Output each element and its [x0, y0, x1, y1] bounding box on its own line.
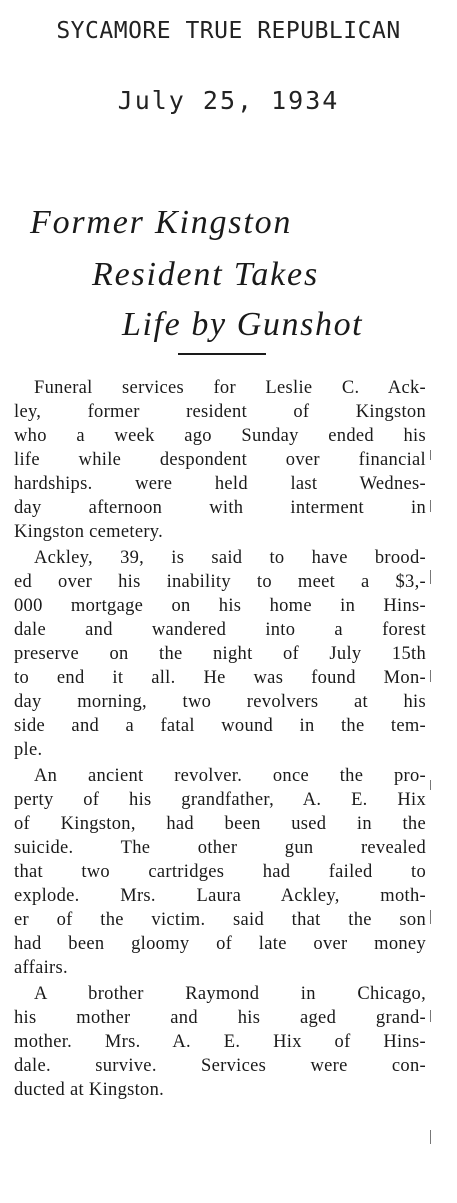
article-line: ed over his inability to meet a $3,-: [14, 572, 426, 592]
article-line: day morning, two revolvers at his: [14, 692, 426, 712]
article-line: An ancient revolver. once the pro-: [34, 766, 426, 786]
article-line: er of the victim. said that the son: [14, 910, 426, 930]
headline-line-2: Resident Takes: [92, 256, 319, 293]
article-line: dale and wandered into a forest: [14, 620, 426, 640]
headline-line-1: Former Kingston: [30, 204, 293, 241]
article-line: hardships. were held last Wednes-: [14, 474, 426, 494]
article-line: that two cartridges had failed to: [14, 862, 426, 882]
column-edge-marks: [428, 450, 434, 1170]
article-line: Kingston cemetery.: [14, 522, 164, 542]
article-line: mother. Mrs. A. E. Hix of Hins-: [14, 1032, 426, 1052]
article-line: affairs.: [14, 958, 68, 978]
newspaper-masthead: SYCAMORE TRUE REPUBLICAN: [56, 18, 401, 44]
article-line: life while despondent over financial: [14, 450, 426, 470]
headline-divider: [178, 353, 266, 355]
article-line: Funeral services for Leslie C. Ack-: [34, 378, 426, 398]
headline-line-3: Life by Gunshot: [122, 306, 364, 343]
article-line: day afternoon with interment in: [14, 498, 426, 518]
article-line: A brother Raymond in Chicago,: [34, 984, 426, 1004]
article-line: Ackley, 39, is said to have brood-: [34, 548, 426, 568]
article-line: of Kingston, had been used in the: [14, 814, 426, 834]
article-line: had been gloomy of late over money: [14, 934, 426, 954]
publication-date: July 25, 1934: [117, 86, 340, 115]
article-line: to end it all. He was found Mon-: [14, 668, 426, 688]
article-line: preserve on the night of July 15th: [14, 644, 426, 664]
article-line: ple.: [14, 740, 43, 760]
article-line: ducted at Kingston.: [14, 1080, 165, 1100]
article-line: suicide. The other gun revealed: [14, 838, 426, 858]
article-line: side and a fatal wound in the tem-: [14, 716, 426, 736]
article-line: his mother and his aged grand-: [14, 1008, 426, 1028]
article-line: 000 mortgage on his home in Hins-: [14, 596, 426, 616]
article-line: dale. survive. Services were con-: [14, 1056, 426, 1076]
article-line: explode. Mrs. Laura Ackley, moth-: [14, 886, 426, 906]
article-line: ley, former resident of Kingston: [14, 402, 426, 422]
article-line: who a week ago Sunday ended his: [14, 426, 426, 446]
article-line: perty of his grandfather, A. E. Hix: [14, 790, 426, 810]
